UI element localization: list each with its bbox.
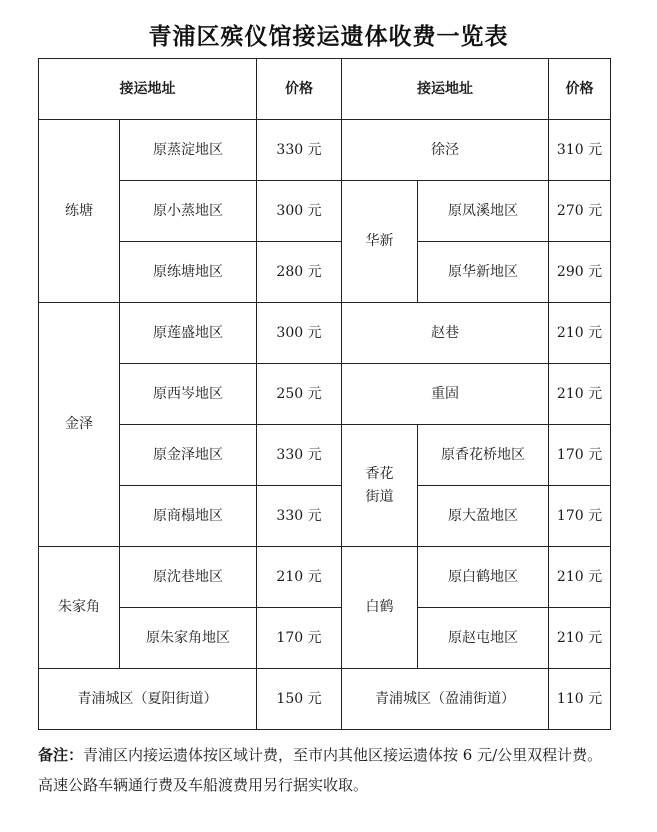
town-xujing: 徐泾: [342, 120, 549, 181]
header-address: 接运地址: [39, 59, 257, 120]
price-cell: 310 元: [549, 120, 611, 181]
footnote-text: 青浦区内接运遗体按区域计费，至市内其他区接运遗体按 6 元/公里双程计费。高速公路车辆通行费及车船渡费用另行据实收取。: [38, 746, 603, 794]
town-xianghua-line2: 街道: [365, 488, 394, 505]
price-cell: 170 元: [549, 486, 611, 547]
fee-table: [38, 58, 611, 730]
table-header-row: [39, 59, 611, 120]
area-cell: 原沈巷地区: [120, 547, 257, 608]
footnote: [38, 740, 613, 800]
town-zhujiajiao: 朱家角: [39, 547, 120, 669]
town-baihe: 白鹤: [342, 547, 418, 669]
price-cell: 210 元: [549, 364, 611, 425]
price-cell: 210 元: [549, 608, 611, 669]
table-row: [39, 120, 611, 181]
table-row: [39, 486, 611, 547]
table-row: [39, 303, 611, 364]
price-cell: 210 元: [257, 547, 342, 608]
price-cell: 330 元: [257, 120, 342, 181]
header-price-right: 价格: [549, 59, 611, 120]
area-cell: 原白鹤地区: [418, 547, 549, 608]
town-xianghua: [342, 425, 418, 547]
area-cell: 原金泽地区: [120, 425, 257, 486]
town-jinze: 金泽: [39, 303, 120, 547]
price-cell: 170 元: [257, 608, 342, 669]
price-cell: 300 元: [257, 303, 342, 364]
price-cell: 280 元: [257, 242, 342, 303]
area-cell: 原西岑地区: [120, 364, 257, 425]
table-row: [39, 669, 611, 730]
area-cell: 原华新地区: [418, 242, 549, 303]
table-row: [39, 364, 611, 425]
city-xiayang: 青浦城区（夏阳街道）: [39, 669, 257, 730]
table-row: [39, 242, 611, 303]
area-cell: 原大盈地区: [418, 486, 549, 547]
price-cell: 210 元: [549, 303, 611, 364]
page-title: 青浦区殡仪馆接运遗体收费一览表: [148, 23, 509, 50]
town-huaxin: 华新: [342, 181, 418, 303]
city-yingpu: 青浦城区（盈浦街道）: [342, 669, 549, 730]
price-cell: 330 元: [257, 425, 342, 486]
table-row: [39, 425, 611, 486]
area-cell: 原小蒸地区: [120, 181, 257, 242]
price-cell: 290 元: [549, 242, 611, 303]
table-row: [39, 547, 611, 608]
price-cell: 110 元: [549, 669, 611, 730]
price-cell: 330 元: [257, 486, 342, 547]
town-zhaoxiang: 赵巷: [342, 303, 549, 364]
town-xianghua-line1: 香花: [365, 466, 394, 483]
table-row: [39, 181, 611, 242]
footnote-label: 备注：: [38, 746, 84, 764]
area-cell: 原朱家角地区: [120, 608, 257, 669]
town-liantang: 练塘: [39, 120, 120, 303]
price-cell: 170 元: [549, 425, 611, 486]
area-cell: 原赵屯地区: [418, 608, 549, 669]
header-address-right: 接运地址: [342, 59, 549, 120]
area-cell: 原凤溪地区: [418, 181, 549, 242]
price-cell: 270 元: [549, 181, 611, 242]
area-cell: 原蒸淀地区: [120, 120, 257, 181]
area-cell: 原商榻地区: [120, 486, 257, 547]
town-chonggu: 重固: [342, 364, 549, 425]
price-cell: 250 元: [257, 364, 342, 425]
price-cell: 210 元: [549, 547, 611, 608]
area-cell: 原香花桥地区: [418, 425, 549, 486]
price-cell: 300 元: [257, 181, 342, 242]
area-cell: 原莲盛地区: [120, 303, 257, 364]
area-cell: 原练塘地区: [120, 242, 257, 303]
price-cell: 150 元: [257, 669, 342, 730]
header-price: 价格: [257, 59, 342, 120]
table-row: [39, 608, 611, 669]
